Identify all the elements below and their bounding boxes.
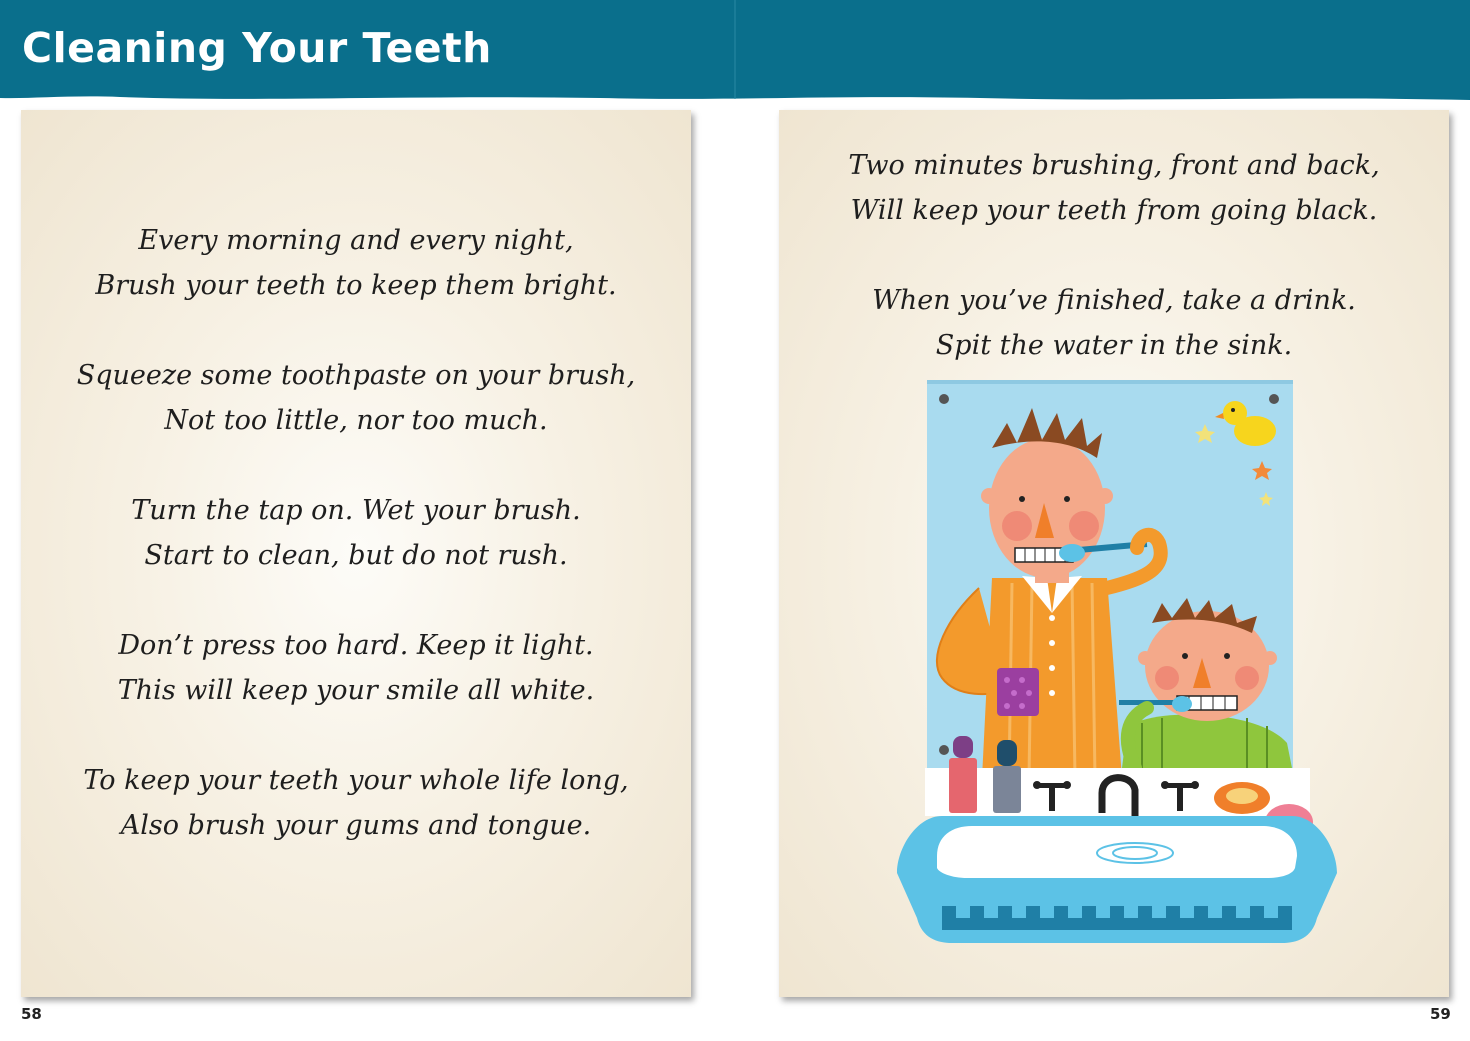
- stanza-line: Turn the tap on. Wet your brush.: [131, 495, 581, 526]
- stanza-line: Will keep your teeth from going black.: [850, 195, 1378, 226]
- header-banner: [0, 0, 1470, 108]
- bottle-icon: [949, 736, 977, 813]
- stanza-6: [779, 143, 1449, 233]
- cup-icon: [997, 668, 1039, 716]
- stanza-line: Every morning and every night,: [138, 225, 574, 256]
- page-number-left: 58: [21, 1005, 42, 1023]
- bottle-icon: [993, 740, 1021, 813]
- stanza-line: Brush your teeth to keep them bright.: [95, 270, 617, 301]
- stanza-line: Squeeze some toothpaste on your brush,: [76, 360, 636, 391]
- stanza-2: [21, 353, 691, 443]
- stanza-line: This will keep your smile all white.: [117, 675, 595, 706]
- stanza-line: Start to clean, but do not rush.: [144, 540, 568, 571]
- stanza-1: [21, 218, 691, 308]
- stanza-4: [21, 623, 691, 713]
- stanza-line: Two minutes brushing, front and back,: [848, 150, 1380, 181]
- stanza-line: Also brush your gums and tongue.: [120, 810, 592, 841]
- stanza-line: When you’ve finished, take a drink.: [872, 285, 1356, 316]
- stanza-3: [21, 488, 691, 578]
- stanza-line: Not too little, nor too much.: [164, 405, 548, 436]
- mirror-screw: [939, 745, 949, 755]
- page-number-right: 59: [1430, 1005, 1451, 1023]
- stanza-line: Spit the water in the sink.: [935, 330, 1293, 361]
- mirror-screw: [939, 394, 949, 404]
- stanza-5: [21, 758, 691, 848]
- left-page-panel: [21, 110, 691, 997]
- page-title: Cleaning Your Teeth: [22, 24, 492, 72]
- stanza-line: Don’t press too hard. Keep it light.: [118, 630, 594, 661]
- bathroom-illustration: [897, 378, 1337, 953]
- mirror-screw: [1269, 394, 1279, 404]
- stanza-line: To keep your teeth your whole life long,: [83, 765, 629, 796]
- stanza-7: [779, 278, 1449, 368]
